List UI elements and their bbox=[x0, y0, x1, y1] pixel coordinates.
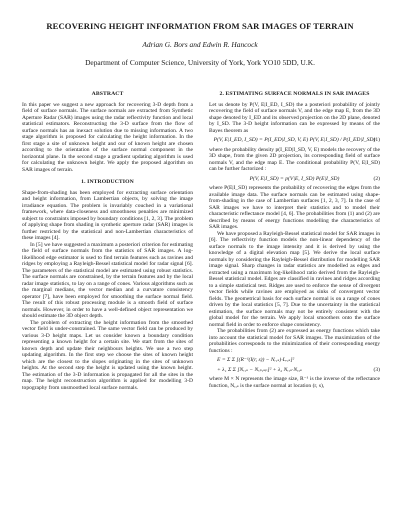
paper-authors: Adrian G. Bors and Edwin R. Hancock bbox=[142, 40, 258, 49]
equation-1-number: (1) bbox=[373, 137, 380, 143]
abstract-text: In this paper we suggest a new approach for recovering 3-D depth from a field of surface normals. The surface normals are extracted from Synthetic Aperture Radar (SAR) images using the radar reflectivity function and local statistical estimators. Reconstructing the 3-D surface from the flow of surface normals has an inexact solution due to missing information. A two stage algorithm is proposed for calculating the height information. In the first stage a site of unknown height and our of known height are chosen according to the orientation of the surface normal component in the horizontal plane. In the second stage a gradient updating algorithm is used for calculating the unknown height. We apply the proposed algorithm on SAR images of terrain. bbox=[22, 101, 193, 173]
intro-paragraph-1: Shape-from-shading has been employed for extracting surface orientation and height information, from Lambertian objects, by solving the image irradiance equation. The problem is invariably couched in a variational framework, where data-closeness and smoothness penalties are minimized subject to constraints imposed by boundary conditions [1, 2, 3]. The problem of applying shape from shading in synthetic aperture radar (SAR) images is further restricted by the statistical and non-Lambertian characteristics of these images [4]. bbox=[22, 189, 193, 241]
equation-2 bbox=[209, 176, 380, 183]
section2-paragraph-3: where P(E|I_SD) represents the probability of recovering the edges from the available image data. The surface normals can be estimated using shape-from-shading in the case of Lambertian surfaces [1, 2, 3, 7]. In the case of SAR images we have to interpret their statistics and to model their characteristic reflectance model [4, 6]. The probabilities from (1) and (2) are described by means of energy functions modelling the characteristics of SAR images. bbox=[209, 185, 380, 230]
abstract-heading: ABSTRACT bbox=[91, 91, 124, 97]
intro-paragraph-3: The problem of extracting the height information from the smoothed vector field is under-constrained. The same vector field can be produced by various 3-D height maps. Let us consider known a boundary condition representing a known height for a certain site. We start from the sites of known depth and update their neighbours heights. We use a two step updating algorithm. In the first step we choose the sites of known height which are the closest to the slopes originating in the sites of unknown heights. At the second step the height is updated using the known height. The estimation of the 3-D information is propagated for all the sites in the map. The height reconstruction algorithm is applied for modelling 3-D topography from unsmoothed local surface normals. bbox=[22, 319, 193, 391]
intro-paragraph-2: In [5] we have suggested a maximum a posteriori criterion for estimating the field of surface normals from the statistics of SAR images. A log-likelihood edge estimator is used to find terrain features such as ravines and ridges by employing a Rayleigh-Bessel statistical model for radar signal [6]. The parameters of the statistical model are estimated using robust statistics. The surface normals are constrained, by the terrain features and by the local radar image statistics, to lay on a range of cones. Various algorithms such as the marginal medians, the vector median and a curvature consistency operator [7], have been employed for smoothing the surface normal field. The result of this robust processing module is a smooth field of surface normals. However, in order to have a well-defined object representation we should estimate the 3D object depth. bbox=[22, 241, 193, 319]
equation-3-line-1 bbox=[209, 357, 380, 364]
paper-title: RECOVERING HEIGHT INFORMATION FROM SAR IMAGES OF TERRAIN bbox=[46, 21, 354, 31]
equation-3a-body: E = Σ Σ [(R⁻¹(I(r, s)) − Nᵣ,ₛ)·Lᵣ,ₛ]² bbox=[217, 357, 295, 363]
paper-affiliation: Department of Computer Science, University of York, York YO10 5DD, U.K. bbox=[85, 58, 315, 67]
equation-2-number: (2) bbox=[373, 175, 380, 182]
section2-paragraph-6: where M × N represents the image size, R⁻¹ is the inverse of the reflectance function, Nᵣ,ₛ is the surface normal at location (r, s), bbox=[209, 376, 380, 389]
introduction-heading: 1. INTRODUCTION bbox=[81, 179, 134, 185]
right-column bbox=[209, 91, 380, 389]
section2-paragraph-1: Let us denote by P(V, E|I_ED, I_SD) the a posteriori probability of jointly recovering the field of surface normals V, and the edge map E, from the 3D shape denoted by I_ED and its observed projection on the 2D plane, denoted by I_SD. The 3-D height information can be expressed by means of the Bayes theorem as bbox=[209, 101, 380, 134]
section2-paragraph-4: We have proposed a Rayleigh-Bessel statistical model for SAR images in [6]. The reflectivity function models the non-linear dependency of the surface normals to the image intensity and it is derived by using the knowledge of a digital elevation map [5]. We derive the local surface normals by considering the Rayleigh-Bessel distribution for modelling SAR image signal. Sharp changes in radar statistics are modelled as edges and extracted using a maximum log-likelihood ratio derived from the Rayleigh-Bessel statistical model. Edges are classified in ravines and ridges according to a simple statistical test. Ridges are used to enforce the sense of divergent vector fields while ravines are employed as sinks of convergent vector fields. The geometrical basis for each surface normal is on a range of cones driven by the local statistics [5, 7]. Due to the uncertainty in the statistical estimation, the surface normals may not be entirely consistent with the global model for the terrain. We apply local smoothers onto the surface normal field in order to enforce shape consistency. bbox=[209, 230, 380, 328]
equation-3-line-2 bbox=[209, 367, 380, 374]
equation-1 bbox=[209, 137, 380, 144]
equation-3-number: (3) bbox=[373, 366, 380, 373]
section2-paragraph-2: where the probability density p(I_ED|I_SD, V, E) models the recovery of the 3D shape, from the given 2D projection, its corresponding field of surface normals V, and the edge map E. The conditional probability P(V, E|I_SD) can be further factorized : bbox=[209, 146, 380, 172]
equation-1-body: P(V, E|I_ED, I_SD) = P(I_ED|I_SD, V, E) P(V, E|I_SD) / P(I_ED|I_SD) bbox=[213, 137, 376, 143]
equation-2-body: P(V, E|I_SD) = p(V|E, I_SD) P(E|I_SD) bbox=[249, 175, 340, 182]
section2-paragraph-5: The probabilities from (2) are expressed as energy functions which take into account the statistical model for SAR images. The maximization of the probabilities corresponds to the minimization of their corresponding energy functions : bbox=[209, 328, 380, 354]
section2-heading: 2. ESTIMATING SURFACE NORMALS IN SAR IMAGES bbox=[219, 91, 370, 97]
equation-3b-body: + λ₁ Σ Σ [Nᵣ,ₛ − Nᵣₚ,ₛₚ]² + λ₂ Nᵣ,ₛ·Nₑ,ₛ bbox=[217, 366, 302, 373]
left-column bbox=[22, 91, 193, 391]
